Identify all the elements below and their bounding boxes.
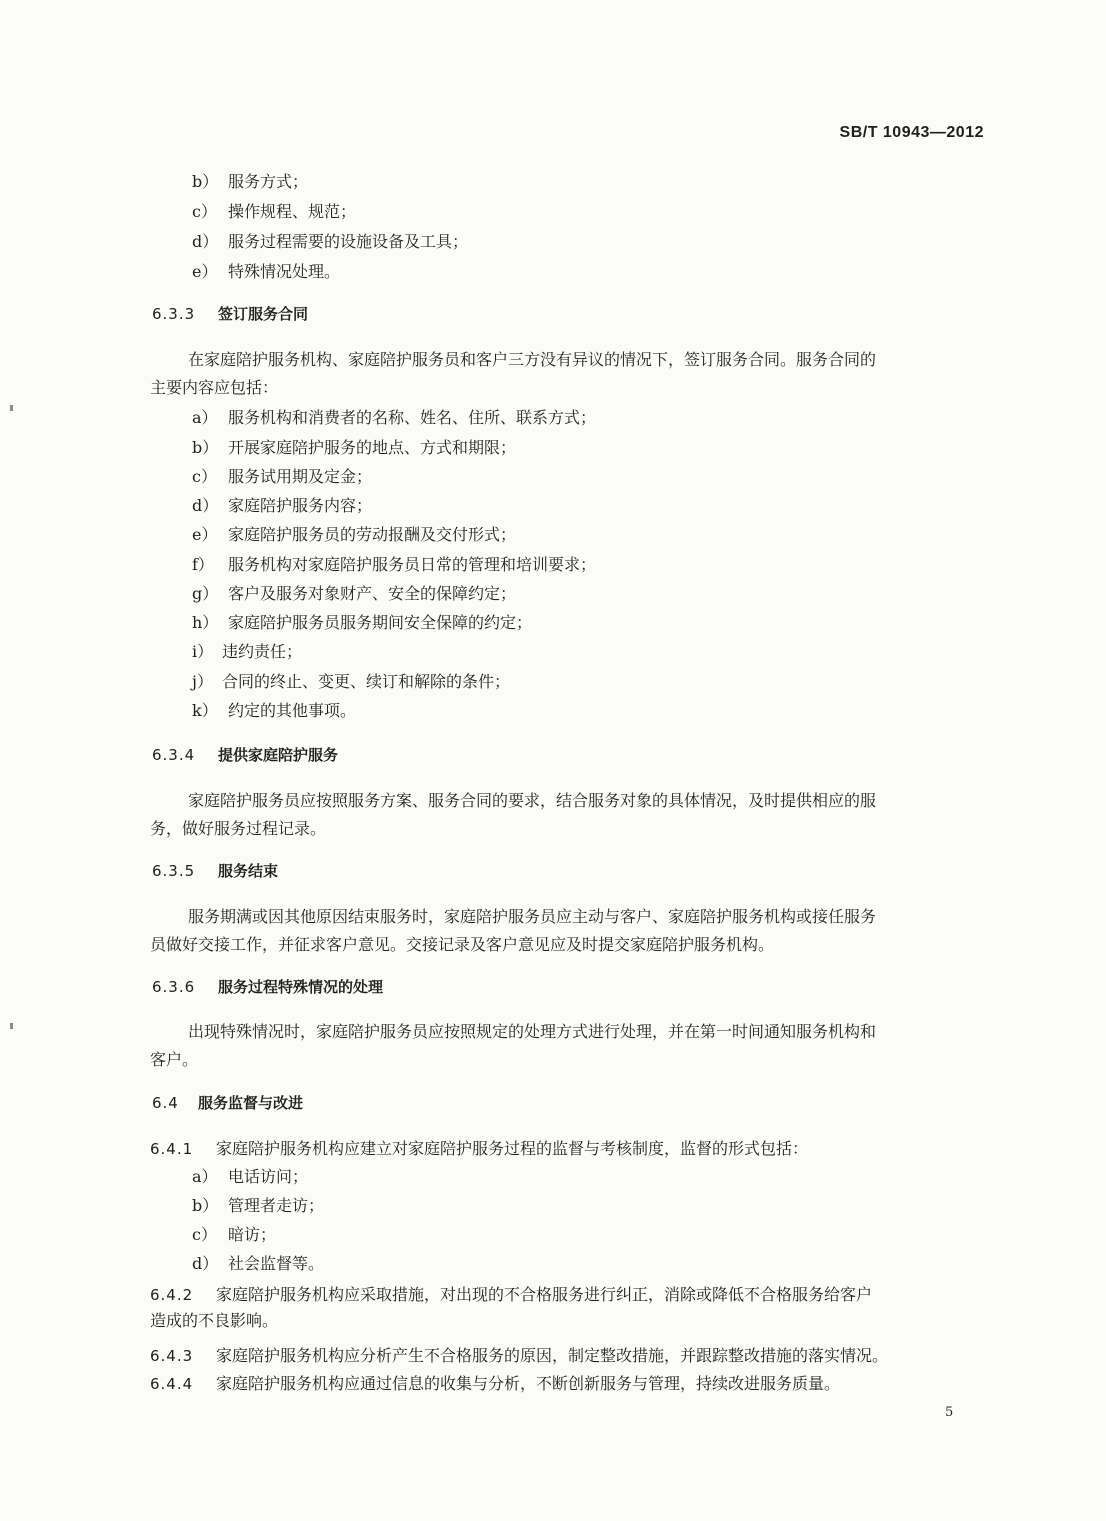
scan-speck (10, 1023, 13, 1029)
paragraph-line: 务，做好服务过程记录。 (150, 819, 327, 838)
paragraph-line: 家庭陪护服务员应按照服务方案、服务合同的要求，结合服务对象的具体情况，及时提供相应的服 (188, 791, 877, 810)
clause-line: 6.4.3 家庭陪护服务机构应分析产生不合格服务的原因，制定整改措施，并跟踪整改措施的落实情况。 (150, 1346, 889, 1365)
paragraph-line: 服务期满或因其他原因结束服务时，家庭陪护服务员应主动与客户、家庭陪护服务机构或接任服务 (188, 907, 877, 926)
page-number: 5 (945, 1405, 954, 1420)
list-item: b） 开展家庭陪护服务的地点、方式和期限； (192, 438, 517, 457)
list-item: a） 服务机构和消费者的名称、姓名、住所、联系方式； (192, 408, 597, 427)
section-heading: 6.3.4 提供家庭陪护服务 (152, 746, 339, 764)
section-heading: 6.4 服务监督与改进 (152, 1094, 304, 1112)
list-item: d） 服务过程需要的设施设备及工具； (192, 232, 469, 251)
list-item: f） 服务机构对家庭陪护服务员日常的管理和培训要求； (192, 555, 597, 574)
section-heading: 6.3.5 服务结束 (152, 862, 279, 880)
clause-line: 6.4.4 家庭陪护服务机构应通过信息的收集与分析，不断创新服务与管理，持续改进服务质量。 (150, 1374, 841, 1393)
list-item: h） 家庭陪护服务员服务期间安全保障的约定； (192, 613, 533, 632)
paragraph-line: 在家庭陪护服务机构、家庭陪护服务员和客户三方没有异议的情况下，签订服务合同。服务合同的 (188, 350, 877, 369)
section-heading: 6.3.3 签订服务合同 (152, 305, 309, 323)
list-item: b） 服务方式； (192, 172, 309, 191)
paragraph-line: 员做好交接工作，并征求客户意见。交接记录及客户意见应及时提交家庭陪护服务机构。 (150, 935, 775, 954)
list-item: a） 电话访问； (192, 1167, 309, 1186)
list-item: j） 合同的终止、变更、续订和解除的条件； (192, 672, 511, 691)
list-item: c） 服务试用期及定金； (192, 467, 373, 486)
scan-speck (10, 405, 13, 411)
standard-code: SB/T 10943—2012 (839, 124, 984, 141)
list-item: k） 约定的其他事项。 (192, 701, 357, 720)
paragraph-line: 造成的不良影响。 (150, 1311, 279, 1330)
clause-line: 6.4.2 家庭陪护服务机构应采取措施，对出现的不合格服务进行纠正，消除或降低不合格服务给客户 (150, 1285, 873, 1304)
list-item: g） 客户及服务对象财产、安全的保障约定； (192, 584, 517, 603)
list-item: i） 违约责任； (192, 642, 303, 661)
section-heading: 6.3.6 服务过程特殊情况的处理 (152, 978, 384, 996)
list-item: e） 家庭陪护服务员的劳动报酬及交付形式； (192, 525, 517, 544)
list-item: b） 管理者走访； (192, 1196, 325, 1215)
clause-line: 6.4.1 家庭陪护服务机构应建立对家庭陪护服务过程的监督与考核制度，监督的形式包括： (150, 1139, 809, 1158)
list-item: e） 特殊情况处理。 (192, 262, 341, 281)
list-item: c） 暗访； (192, 1225, 277, 1244)
paragraph-line: 客户。 (150, 1050, 199, 1069)
list-item: c） 操作规程、规范； (192, 202, 357, 221)
list-item: d） 社会监督等。 (192, 1254, 325, 1273)
list-item: d） 家庭陪护服务内容； (192, 496, 373, 515)
paragraph-line: 主要内容应包括： (150, 378, 279, 397)
paragraph-line: 出现特殊情况时，家庭陪护服务员应按照规定的处理方式进行处理，并在第一时间通知服务机构和 (188, 1022, 877, 1041)
